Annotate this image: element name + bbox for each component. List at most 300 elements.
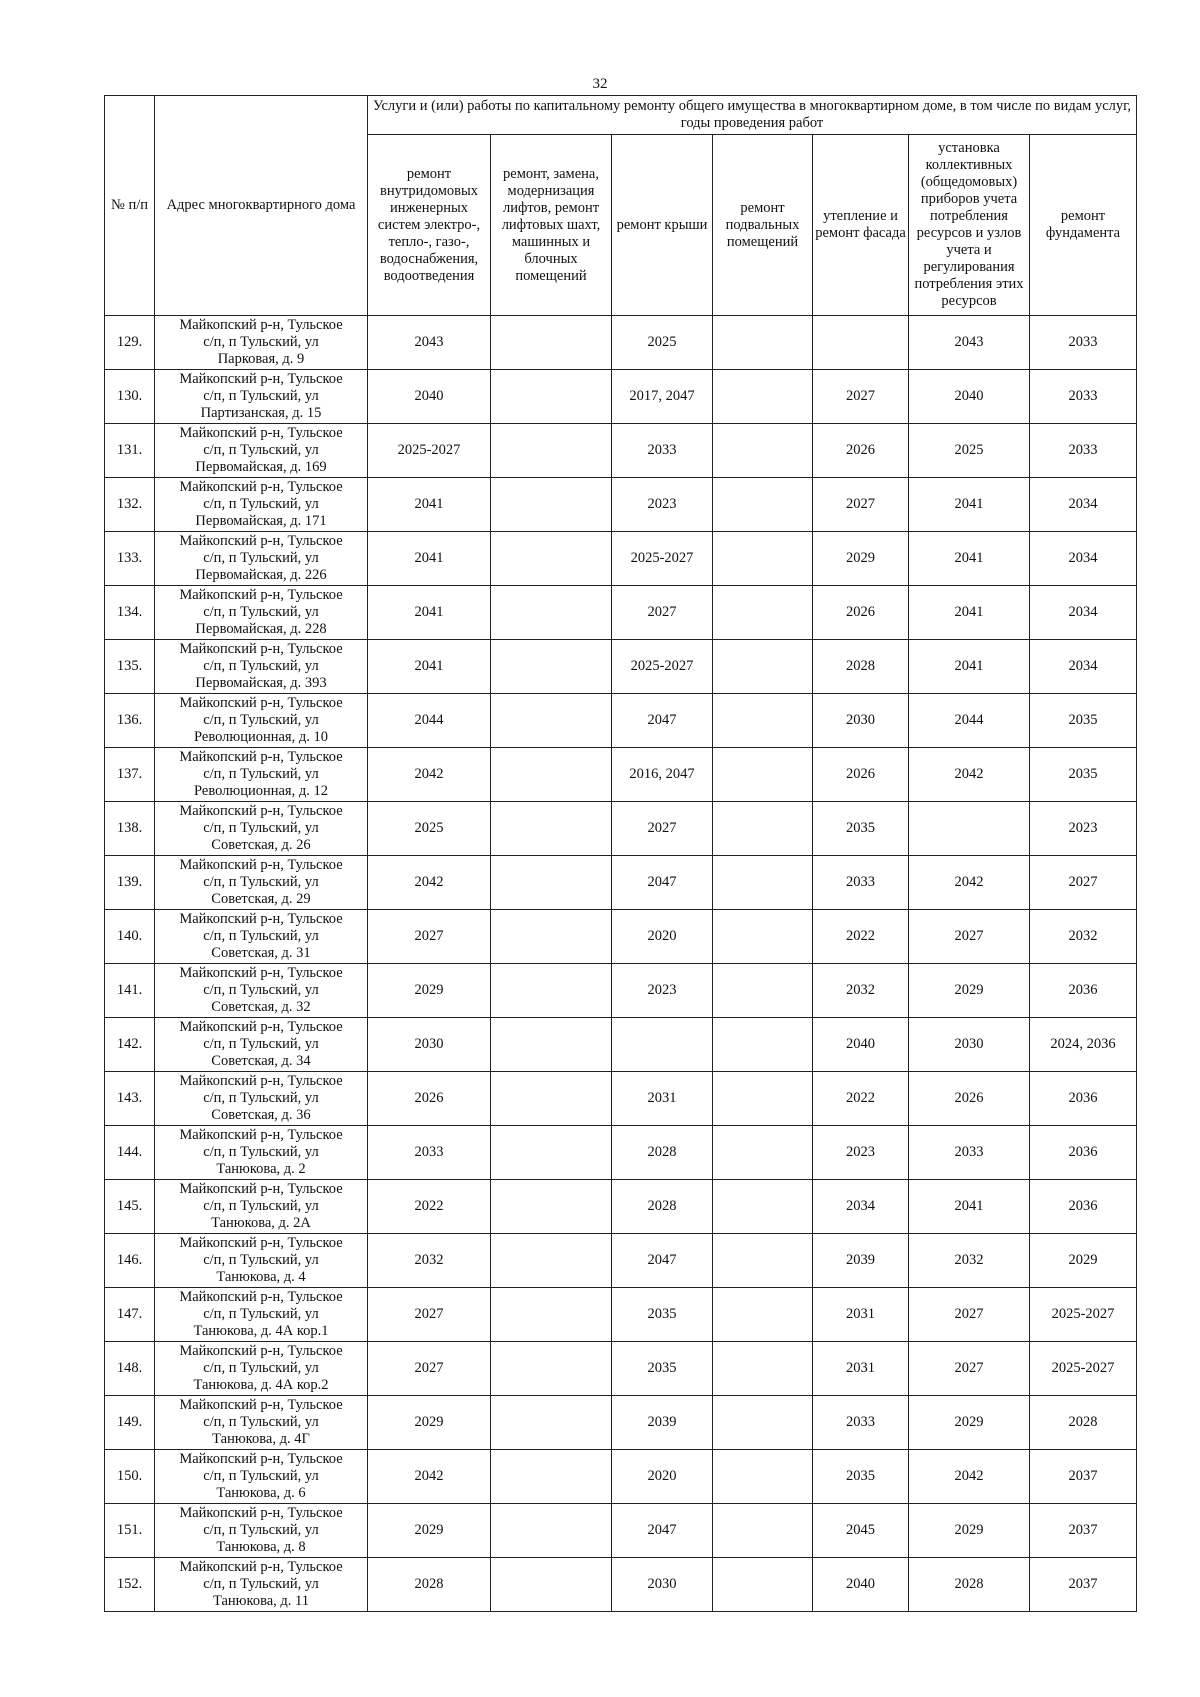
table-row: [105, 1072, 1137, 1126]
address-line: Танюкова, д. 4А кор.1: [193, 1323, 329, 1339]
cell-roof: 2016, 2047: [612, 748, 713, 802]
cell-engineering-systems: 2027: [368, 1342, 491, 1396]
cell-roof: 2033: [612, 424, 713, 478]
cell-basement: [713, 748, 813, 802]
cell-roof: [612, 1018, 713, 1072]
address-line: Советская, д. 32: [211, 999, 311, 1015]
table-row: [105, 1396, 1137, 1450]
cell-roof: 2031: [612, 1072, 713, 1126]
cell-roof: 2047: [612, 694, 713, 748]
address-line: с/п, п Тульский, ул: [203, 928, 319, 944]
cell-basement: [713, 640, 813, 694]
cell-meters: 2027: [909, 910, 1030, 964]
cell-meters: 2043: [909, 316, 1030, 370]
cell-roof: 2028: [612, 1180, 713, 1234]
cell-elevators: [491, 1288, 612, 1342]
address-line: Советская, д. 36: [211, 1107, 311, 1123]
address-line: с/п, п Тульский, ул: [203, 1090, 319, 1106]
table-row: [105, 1558, 1137, 1612]
cell-meters: 2040: [909, 370, 1030, 424]
address-line: Первомайская, д. 169: [195, 459, 327, 475]
cell-roof: 2035: [612, 1288, 713, 1342]
row-address: [155, 694, 368, 748]
cell-meters: 2026: [909, 1072, 1030, 1126]
table-row: [105, 1450, 1137, 1504]
cell-facade: 2026: [813, 424, 909, 478]
address-line: Первомайская, д. 393: [195, 675, 327, 691]
cell-engineering-systems: 2027: [368, 1288, 491, 1342]
address-line: Майкопский р-н, Тульское: [179, 1289, 343, 1305]
address-line: Майкопский р-н, Тульское: [179, 1235, 343, 1251]
row-number: 139.: [105, 856, 155, 910]
cell-foundation: 2033: [1030, 316, 1137, 370]
row-address: [155, 802, 368, 856]
cell-facade: 2034: [813, 1180, 909, 1234]
row-number: 141.: [105, 964, 155, 1018]
cell-foundation: 2035: [1030, 748, 1137, 802]
cell-foundation: 2025-2027: [1030, 1342, 1137, 1396]
row-address: [155, 424, 368, 478]
table-row: [105, 964, 1137, 1018]
cell-roof: 2028: [612, 1126, 713, 1180]
row-address: [155, 1288, 368, 1342]
table-row: [105, 1126, 1137, 1180]
cell-elevators: [491, 316, 612, 370]
cell-meters: 2029: [909, 964, 1030, 1018]
header-address: Адрес многоквартирного дома: [155, 96, 368, 316]
cell-foundation: 2036: [1030, 1072, 1137, 1126]
cell-foundation: 2024, 2036: [1030, 1018, 1137, 1072]
cell-basement: [713, 1558, 813, 1612]
cell-facade: 2032: [813, 964, 909, 1018]
cell-roof: 2039: [612, 1396, 713, 1450]
address-line: Майкопский р-н, Тульское: [179, 1451, 343, 1467]
address-line: с/п, п Тульский, ул: [203, 496, 319, 512]
cell-facade: 2030: [813, 694, 909, 748]
row-address: [155, 1450, 368, 1504]
address-line: Майкопский р-н, Тульское: [179, 749, 343, 765]
address-line: Майкопский р-н, Тульское: [179, 1559, 343, 1575]
address-line: с/п, п Тульский, ул: [203, 1414, 319, 1430]
address-line: Майкопский р-н, Тульское: [179, 317, 343, 333]
cell-engineering-systems: 2042: [368, 856, 491, 910]
row-number: 133.: [105, 532, 155, 586]
address-line: с/п, п Тульский, ул: [203, 1198, 319, 1214]
table-row: [105, 1504, 1137, 1558]
address-line: Майкопский р-н, Тульское: [179, 1505, 343, 1521]
cell-engineering-systems: 2041: [368, 640, 491, 694]
cell-elevators: [491, 856, 612, 910]
cell-foundation: 2034: [1030, 586, 1137, 640]
address-line: с/п, п Тульский, ул: [203, 1306, 319, 1322]
cell-facade: 2035: [813, 802, 909, 856]
cell-engineering-systems: 2041: [368, 532, 491, 586]
cell-engineering-systems: 2041: [368, 586, 491, 640]
cell-meters: 2025: [909, 424, 1030, 478]
cell-engineering-systems: 2040: [368, 370, 491, 424]
cell-basement: [713, 910, 813, 964]
row-address: [155, 1180, 368, 1234]
address-line: с/п, п Тульский, ул: [203, 1522, 319, 1538]
address-line: Танюкова, д. 4А кор.2: [193, 1377, 329, 1393]
address-line: Танюкова, д. 4Г: [212, 1431, 310, 1447]
cell-basement: [713, 1234, 813, 1288]
cell-foundation: 2033: [1030, 424, 1137, 478]
cell-elevators: [491, 1504, 612, 1558]
table-row: [105, 370, 1137, 424]
header-elevators: ремонт, замена, модернизация лифтов, ремонт лифтовых шахт, машинных и блочных помещений: [491, 135, 612, 316]
cell-roof: 2023: [612, 478, 713, 532]
table-row: [105, 1180, 1137, 1234]
cell-engineering-systems: 2042: [368, 1450, 491, 1504]
cell-basement: [713, 1288, 813, 1342]
address-line: Танюкова, д. 11: [212, 1593, 309, 1609]
cell-meters: 2044: [909, 694, 1030, 748]
row-number: 149.: [105, 1396, 155, 1450]
cell-meters: 2029: [909, 1504, 1030, 1558]
row-number: 144.: [105, 1126, 155, 1180]
cell-engineering-systems: 2027: [368, 910, 491, 964]
address-line: с/п, п Тульский, ул: [203, 1360, 319, 1376]
cell-basement: [713, 1504, 813, 1558]
address-line: с/п, п Тульский, ул: [203, 1144, 319, 1160]
cell-foundation: 2037: [1030, 1504, 1137, 1558]
cell-meters: 2042: [909, 856, 1030, 910]
cell-facade: [813, 316, 909, 370]
row-address: [155, 370, 368, 424]
row-address: [155, 316, 368, 370]
cell-elevators: [491, 964, 612, 1018]
table-row: [105, 856, 1137, 910]
cell-engineering-systems: 2030: [368, 1018, 491, 1072]
row-number: 131.: [105, 424, 155, 478]
address-line: с/п, п Тульский, ул: [203, 550, 319, 566]
address-line: Майкопский р-н, Тульское: [179, 1343, 343, 1359]
cell-meters: 2033: [909, 1126, 1030, 1180]
table-row: [105, 1018, 1137, 1072]
row-number: 134.: [105, 586, 155, 640]
row-address: [155, 586, 368, 640]
address-line: с/п, п Тульский, ул: [203, 1576, 319, 1592]
row-number: 132.: [105, 478, 155, 532]
address-line: Первомайская, д. 171: [195, 513, 327, 529]
address-line: Танюкова, д. 2: [216, 1161, 306, 1177]
cell-elevators: [491, 694, 612, 748]
address-line: Майкопский р-н, Тульское: [179, 911, 343, 927]
cell-basement: [713, 532, 813, 586]
row-number: 129.: [105, 316, 155, 370]
cell-meters: 2041: [909, 1180, 1030, 1234]
cell-meters: 2029: [909, 1396, 1030, 1450]
cell-engineering-systems: 2043: [368, 316, 491, 370]
cell-facade: 2031: [813, 1288, 909, 1342]
cell-foundation: 2029: [1030, 1234, 1137, 1288]
address-line: с/п, п Тульский, ул: [203, 604, 319, 620]
cell-elevators: [491, 370, 612, 424]
table-row: [105, 1234, 1137, 1288]
cell-meters: 2042: [909, 1450, 1030, 1504]
cell-facade: 2027: [813, 370, 909, 424]
cell-facade: 2022: [813, 1072, 909, 1126]
address-line: Танюкова, д. 4: [216, 1269, 306, 1285]
cell-elevators: [491, 1558, 612, 1612]
cell-basement: [713, 1342, 813, 1396]
cell-roof: 2047: [612, 1234, 713, 1288]
table-row: [105, 640, 1137, 694]
cell-basement: [713, 964, 813, 1018]
row-address: [155, 1558, 368, 1612]
address-line: с/п, п Тульский, ул: [203, 334, 319, 350]
header-roof: ремонт крыши: [612, 135, 713, 316]
address-line: Партизанская, д. 15: [200, 405, 322, 421]
cell-basement: [713, 1396, 813, 1450]
address-line: Танюкова, д. 6: [216, 1485, 306, 1501]
address-line: с/п, п Тульский, ул: [203, 388, 319, 404]
row-address: [155, 1234, 368, 1288]
header-engineering-systems: ремонт внутридомовых инженерных систем электро-, тепло-, газо-, водоснабжения, водоотведения: [368, 135, 491, 316]
address-line: Майкопский р-н, Тульское: [179, 587, 343, 603]
cell-facade: 2022: [813, 910, 909, 964]
address-line: Советская, д. 29: [211, 891, 311, 907]
address-line: Танюкова, д. 2А: [211, 1215, 311, 1231]
row-number: 150.: [105, 1450, 155, 1504]
cell-foundation: 2037: [1030, 1558, 1137, 1612]
address-line: с/п, п Тульский, ул: [203, 1468, 319, 1484]
row-address: [155, 964, 368, 1018]
row-address: [155, 1504, 368, 1558]
cell-meters: 2042: [909, 748, 1030, 802]
table-row: [105, 748, 1137, 802]
address-line: Первомайская, д. 228: [195, 621, 327, 637]
cell-facade: 2040: [813, 1018, 909, 1072]
table-row: [105, 694, 1137, 748]
cell-meters: 2041: [909, 640, 1030, 694]
address-line: Первомайская, д. 226: [195, 567, 327, 583]
cell-meters: 2041: [909, 586, 1030, 640]
cell-basement: [713, 1072, 813, 1126]
address-line: Майкопский р-н, Тульское: [179, 1181, 343, 1197]
cell-roof: 2047: [612, 856, 713, 910]
address-line: с/п, п Тульский, ул: [203, 442, 319, 458]
cell-roof: 2035: [612, 1342, 713, 1396]
row-number: 135.: [105, 640, 155, 694]
cell-meters: 2032: [909, 1234, 1030, 1288]
cell-basement: [713, 478, 813, 532]
cell-elevators: [491, 1180, 612, 1234]
cell-elevators: [491, 586, 612, 640]
table-row: [105, 478, 1137, 532]
cell-facade: 2033: [813, 856, 909, 910]
cell-facade: 2033: [813, 1396, 909, 1450]
cell-elevators: [491, 640, 612, 694]
table-row: [105, 586, 1137, 640]
row-number: 151.: [105, 1504, 155, 1558]
row-number: 145.: [105, 1180, 155, 1234]
address-line: Революционная, д. 10: [194, 729, 328, 745]
cell-elevators: [491, 1018, 612, 1072]
cell-foundation: 2027: [1030, 856, 1137, 910]
address-line: Майкопский р-н, Тульское: [179, 479, 343, 495]
row-number: 142.: [105, 1018, 155, 1072]
table-row: [105, 1288, 1137, 1342]
header-num: № п/п: [105, 96, 155, 316]
address-line: с/п, п Тульский, ул: [203, 982, 319, 998]
cell-roof: 2017, 2047: [612, 370, 713, 424]
cell-engineering-systems: 2026: [368, 1072, 491, 1126]
address-line: с/п, п Тульский, ул: [203, 766, 319, 782]
table-row: [105, 316, 1137, 370]
cell-elevators: [491, 1072, 612, 1126]
cell-roof: 2025-2027: [612, 532, 713, 586]
cell-foundation: 2037: [1030, 1450, 1137, 1504]
cell-basement: [713, 1126, 813, 1180]
row-number: 130.: [105, 370, 155, 424]
header-foundation: ремонт фундамента: [1030, 135, 1137, 316]
cell-basement: [713, 856, 813, 910]
table-row: [105, 910, 1137, 964]
address-line: Майкопский р-н, Тульское: [179, 371, 343, 387]
cell-foundation: 2034: [1030, 532, 1137, 586]
row-address: [155, 1396, 368, 1450]
cell-elevators: [491, 1234, 612, 1288]
cell-elevators: [491, 1450, 612, 1504]
address-line: Советская, д. 31: [211, 945, 311, 961]
address-line: Советская, д. 26: [211, 837, 311, 853]
row-number: 137.: [105, 748, 155, 802]
address-line: Майкопский р-н, Тульское: [179, 1127, 343, 1143]
row-number: 143.: [105, 1072, 155, 1126]
cell-engineering-systems: 2042: [368, 748, 491, 802]
cell-roof: 2023: [612, 964, 713, 1018]
address-line: Майкопский р-н, Тульское: [179, 1073, 343, 1089]
table-row: [105, 424, 1137, 478]
cell-basement: [713, 424, 813, 478]
address-line: с/п, п Тульский, ул: [203, 874, 319, 890]
address-line: Танюкова, д. 8: [216, 1539, 306, 1555]
address-line: Майкопский р-н, Тульское: [179, 533, 343, 549]
cell-meters: [909, 802, 1030, 856]
address-line: Майкопский р-н, Тульское: [179, 1019, 343, 1035]
cell-basement: [713, 802, 813, 856]
row-address: [155, 1126, 368, 1180]
cell-foundation: 2035: [1030, 694, 1137, 748]
cell-foundation: 2036: [1030, 964, 1137, 1018]
page-number: 32: [592, 76, 608, 92]
cell-facade: 2026: [813, 586, 909, 640]
address-line: с/п, п Тульский, ул: [203, 1252, 319, 1268]
cell-roof: 2047: [612, 1504, 713, 1558]
cell-basement: [713, 694, 813, 748]
cell-basement: [713, 1450, 813, 1504]
cell-facade: 2026: [813, 748, 909, 802]
cell-foundation: 2034: [1030, 640, 1137, 694]
header-basement: ремонт подвальных помещений: [713, 135, 813, 316]
cell-foundation: 2028: [1030, 1396, 1137, 1450]
address-line: с/п, п Тульский, ул: [203, 1036, 319, 1052]
address-line: Майкопский р-н, Тульское: [179, 641, 343, 657]
cell-engineering-systems: 2025: [368, 802, 491, 856]
cell-meters: 2028: [909, 1558, 1030, 1612]
cell-elevators: [491, 1126, 612, 1180]
cell-foundation: 2036: [1030, 1126, 1137, 1180]
cell-basement: [713, 370, 813, 424]
address-line: Майкопский р-н, Тульское: [179, 857, 343, 873]
address-line: с/п, п Тульский, ул: [203, 658, 319, 674]
table-row: [105, 532, 1137, 586]
cell-engineering-systems: 2033: [368, 1126, 491, 1180]
cell-facade: 2029: [813, 532, 909, 586]
cell-facade: 2035: [813, 1450, 909, 1504]
row-address: [155, 1018, 368, 1072]
cell-elevators: [491, 748, 612, 802]
cell-roof: 2025: [612, 316, 713, 370]
cell-engineering-systems: 2022: [368, 1180, 491, 1234]
cell-basement: [713, 1180, 813, 1234]
row-number: 146.: [105, 1234, 155, 1288]
cell-engineering-systems: 2041: [368, 478, 491, 532]
cell-engineering-systems: 2029: [368, 1504, 491, 1558]
cell-elevators: [491, 1342, 612, 1396]
row-number: 140.: [105, 910, 155, 964]
cell-engineering-systems: 2032: [368, 1234, 491, 1288]
address-line: Советская, д. 34: [211, 1053, 311, 1069]
cell-foundation: 2023: [1030, 802, 1137, 856]
cell-engineering-systems: 2029: [368, 964, 491, 1018]
cell-basement: [713, 316, 813, 370]
capital-repair-table: [104, 95, 1137, 1612]
header-facade: утепление и ремонт фасада: [813, 135, 909, 316]
cell-foundation: 2036: [1030, 1180, 1137, 1234]
cell-meters: 2041: [909, 478, 1030, 532]
address-line: Парковая, д. 9: [217, 351, 305, 367]
header-services: Услуги и (или) работы по капитальному ремонту общего имущества в многоквартирном доме, в том числе по видам услуг, годы проведения работ: [368, 96, 1137, 135]
row-address: [155, 478, 368, 532]
cell-foundation: 2033: [1030, 370, 1137, 424]
cell-elevators: [491, 424, 612, 478]
cell-facade: 2023: [813, 1126, 909, 1180]
address-line: Майкопский р-н, Тульское: [179, 695, 343, 711]
address-line: Майкопский р-н, Тульское: [179, 1397, 343, 1413]
cell-meters: 2027: [909, 1288, 1030, 1342]
cell-engineering-systems: 2044: [368, 694, 491, 748]
cell-elevators: [491, 802, 612, 856]
row-address: [155, 532, 368, 586]
row-number: 138.: [105, 802, 155, 856]
cell-roof: 2025-2027: [612, 640, 713, 694]
address-line: с/п, п Тульский, ул: [203, 712, 319, 728]
row-address: [155, 1072, 368, 1126]
cell-foundation: 2034: [1030, 478, 1137, 532]
cell-elevators: [491, 910, 612, 964]
cell-meters: 2027: [909, 1342, 1030, 1396]
address-line: с/п, п Тульский, ул: [203, 820, 319, 836]
table-row: [105, 1342, 1137, 1396]
cell-basement: [713, 1018, 813, 1072]
cell-basement: [713, 586, 813, 640]
cell-engineering-systems: 2025-2027: [368, 424, 491, 478]
cell-roof: 2030: [612, 1558, 713, 1612]
table-row: [105, 802, 1137, 856]
row-number: 152.: [105, 1558, 155, 1612]
address-line: Майкопский р-н, Тульское: [179, 803, 343, 819]
table-body: [105, 316, 1137, 1612]
row-address: [155, 910, 368, 964]
address-line: Революционная, д. 12: [194, 783, 328, 799]
cell-elevators: [491, 1396, 612, 1450]
row-number: 147.: [105, 1288, 155, 1342]
cell-roof: 2020: [612, 1450, 713, 1504]
row-number: 148.: [105, 1342, 155, 1396]
